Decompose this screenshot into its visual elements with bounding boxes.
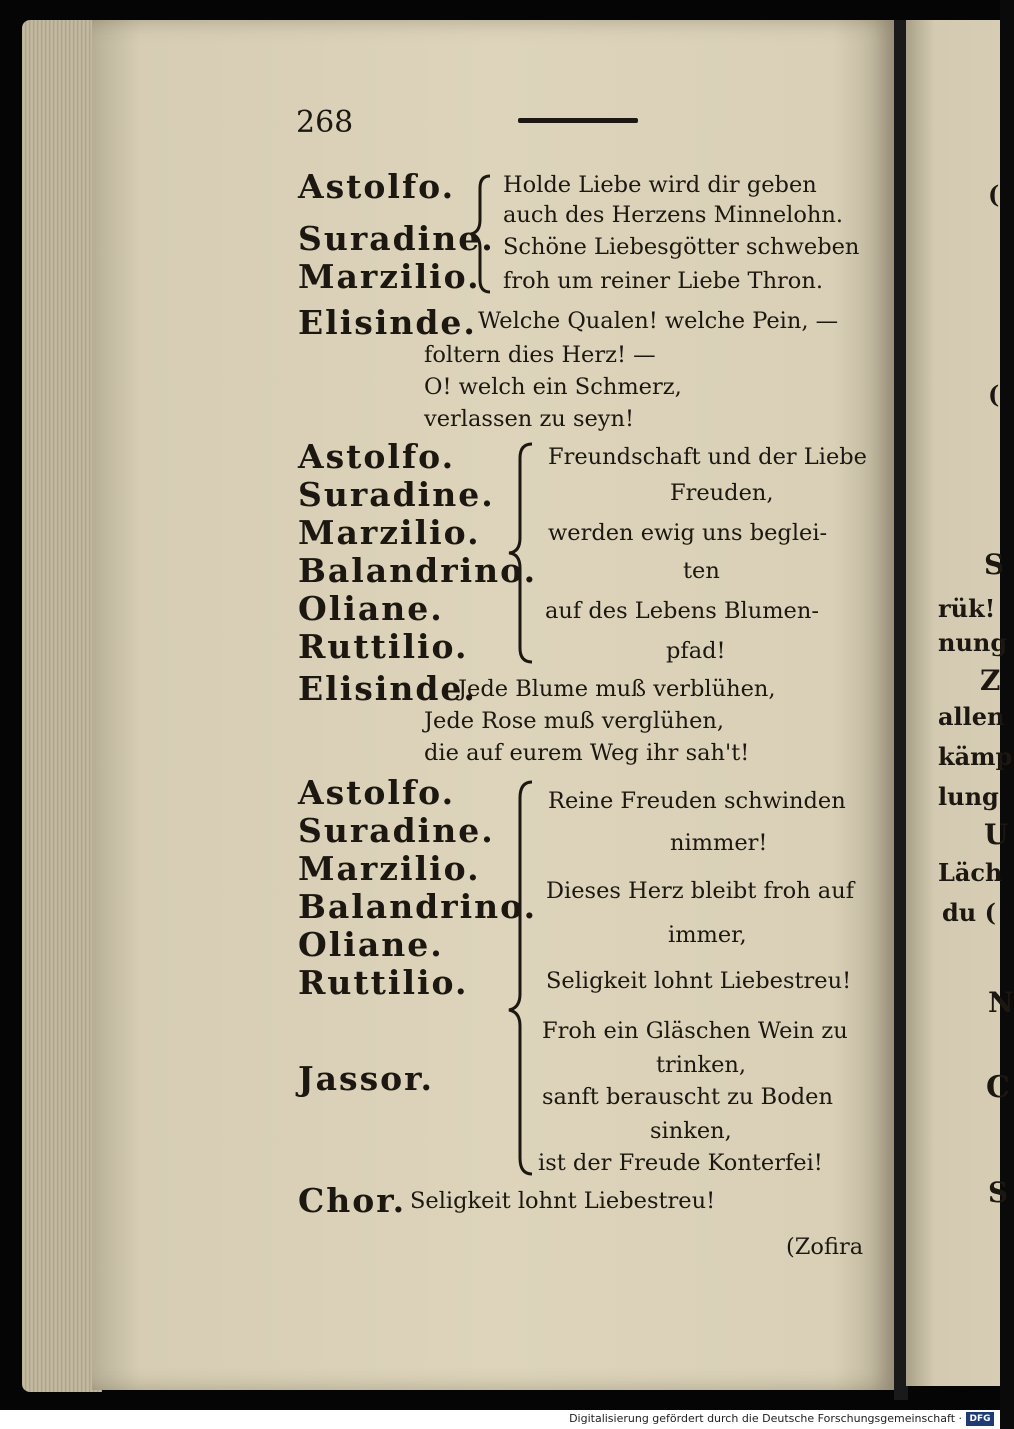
right-page-fragment: allen xyxy=(938,702,1005,731)
speaker-name: Elisinde. xyxy=(298,303,477,342)
speaker-name: Jassor. xyxy=(298,1059,435,1098)
speaker-name: Oliane. xyxy=(298,925,444,964)
verse-line: Froh ein Gläschen Wein zu xyxy=(542,1018,848,1044)
right-page-fragment: Läch xyxy=(938,858,1003,887)
verse-line: Seligkeit lohnt Liebestreu! xyxy=(546,968,852,994)
right-page-fragment: U xyxy=(984,818,1009,851)
right-page-fragment: C xyxy=(986,1070,1010,1105)
verse-line: die auf eurem Weg ihr sah't! xyxy=(424,740,750,766)
curly-brace xyxy=(506,780,540,1176)
right-page-fragment: S xyxy=(984,548,1005,581)
dfg-logo: DFG xyxy=(966,1412,994,1426)
verse-line: Holde Liebe wird dir geben xyxy=(503,172,817,198)
page-edge-stack xyxy=(22,20,102,1392)
verse-line: nimmer! xyxy=(670,830,768,856)
right-page-fragment: nung xyxy=(938,628,1008,657)
speaker-name: Astolfo. xyxy=(298,773,456,812)
verse-line: trinken, xyxy=(656,1052,747,1078)
right-page-fragment: kämp xyxy=(938,742,1013,771)
right-page-fragment: lung xyxy=(938,782,999,811)
verse-line: sinken, xyxy=(650,1118,732,1144)
verse-line: Freundschaft und der Liebe xyxy=(548,444,867,470)
speaker-name: Balandrino. xyxy=(298,551,538,590)
footer-bar xyxy=(0,1410,1000,1429)
verse-line: immer, xyxy=(668,922,747,948)
verse-line: ten xyxy=(683,558,720,584)
speaker-name: Marzilio. xyxy=(298,849,481,888)
right-page-fragment: rük! xyxy=(938,594,996,623)
verse-line: pfad! xyxy=(666,638,726,664)
catchword: (Zofira xyxy=(786,1234,864,1260)
speaker-name: Ruttilio. xyxy=(298,963,469,1002)
verse-line: Schöne Liebesgötter schweben xyxy=(503,234,860,260)
speaker-name: Marzilio. xyxy=(298,257,481,296)
footer-credit: Digitalisierung gefördert durch die Deutsche Forschungsgemeinschaft · xyxy=(569,1412,962,1425)
right-page-fragment: S xyxy=(988,1176,1009,1209)
speaker-name: Astolfo. xyxy=(298,167,456,206)
verse-line: werden ewig uns beglei- xyxy=(548,520,828,546)
right-page-fragment: Z xyxy=(980,664,1001,697)
verse-line: O! welch ein Schmerz, xyxy=(424,374,682,400)
speaker-name: Marzilio. xyxy=(298,513,481,552)
right-page-fragment: ( xyxy=(988,180,1000,209)
speaker-name: Suradine. xyxy=(298,219,495,258)
verse-line: ist der Freude Konterfei! xyxy=(538,1150,823,1176)
verse-line: verlassen zu seyn! xyxy=(424,406,635,432)
verse-line: Jede Blume muß verblühen, xyxy=(458,676,776,702)
verse-line: auch des Herzens Minnelohn. xyxy=(503,202,844,228)
speaker-name: Chor. xyxy=(298,1181,407,1220)
page-number: 268 xyxy=(296,105,354,140)
speaker-name: Ruttilio. xyxy=(298,627,469,666)
speaker-name: Elisinde. xyxy=(298,669,477,708)
verse-line: Dieses Herz bleibt froh auf xyxy=(546,878,855,904)
speaker-name: Oliane. xyxy=(298,589,444,628)
verse-line: sanft berauscht zu Boden xyxy=(542,1084,833,1110)
right-page-fragment: du ( xyxy=(942,898,996,927)
verse-line: foltern dies Herz! — xyxy=(424,342,656,368)
speaker-name: Balandrino. xyxy=(298,887,538,926)
curly-brace xyxy=(506,442,540,664)
verse-line: Reine Freuden schwinden xyxy=(548,788,846,814)
verse-line: Welche Qualen! welche Pein, — xyxy=(478,308,839,334)
speaker-name: Suradine. xyxy=(298,475,495,514)
header-rule xyxy=(518,118,638,123)
curly-brace xyxy=(468,174,498,294)
speaker-name: Suradine. xyxy=(298,811,495,850)
verse-line: Seligkeit lohnt Liebestreu! xyxy=(410,1188,716,1214)
verse-line: Jede Rose muß verglühen, xyxy=(424,708,725,734)
verse-line: froh um reiner Liebe Thron. xyxy=(503,268,823,294)
verse-line: auf des Lebens Blumen- xyxy=(545,598,819,624)
right-page-fragment: ( xyxy=(988,380,1000,409)
verse-line: Freuden, xyxy=(670,480,774,506)
speaker-name: Astolfo. xyxy=(298,437,456,476)
right-page-fragment: N xyxy=(988,986,1014,1019)
